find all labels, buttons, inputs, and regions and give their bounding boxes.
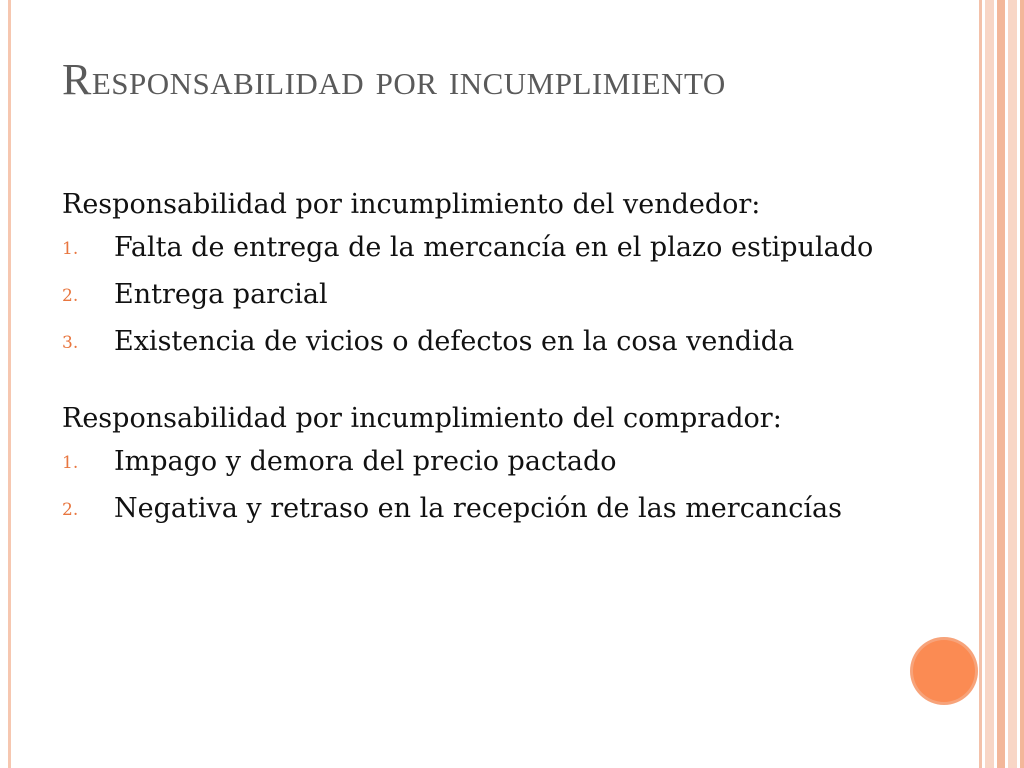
list-item bbox=[62, 443, 902, 480]
list-item bbox=[62, 490, 902, 527]
list-number: 1. bbox=[62, 239, 79, 259]
section-heading: Responsabilidad por incumplimiento del comprador: bbox=[62, 403, 782, 434]
section-heading: Responsabilidad por incumplimiento del vendedor: bbox=[62, 189, 761, 220]
right-decorative-band bbox=[976, 0, 1024, 768]
list-number: 1. bbox=[62, 453, 79, 473]
stripe bbox=[1008, 0, 1017, 768]
list-item bbox=[62, 229, 902, 266]
stripe bbox=[997, 0, 1005, 768]
numbered-list bbox=[62, 229, 902, 360]
list-item-text: Entrega parcial bbox=[114, 279, 328, 310]
list-number: 2. bbox=[62, 500, 79, 520]
list-item-text: Existencia de vicios o defectos en la cosa vendida bbox=[114, 326, 795, 357]
numbered-list bbox=[62, 443, 902, 527]
list-item bbox=[62, 323, 902, 360]
stripe bbox=[985, 0, 994, 768]
list-item bbox=[62, 276, 902, 313]
stripe bbox=[1020, 0, 1024, 768]
list-number: 3. bbox=[62, 333, 79, 353]
section-comprador bbox=[62, 400, 902, 527]
slide-content bbox=[62, 186, 902, 537]
list-item-text: Negativa y retraso en la recepción de las mercancías bbox=[114, 493, 843, 524]
list-item-text: Falta de entrega de la mercancía en el plazo estipulado bbox=[114, 232, 874, 263]
orange-circle-decoration bbox=[913, 640, 975, 702]
section-vendedor bbox=[62, 186, 902, 360]
list-number: 2. bbox=[62, 286, 79, 306]
stripe bbox=[979, 0, 982, 768]
left-border-rule bbox=[8, 0, 11, 768]
slide-title: Responsabilidad por incumplimiento bbox=[62, 55, 726, 104]
list-item-text: Impago y demora del precio pactado bbox=[114, 446, 617, 477]
